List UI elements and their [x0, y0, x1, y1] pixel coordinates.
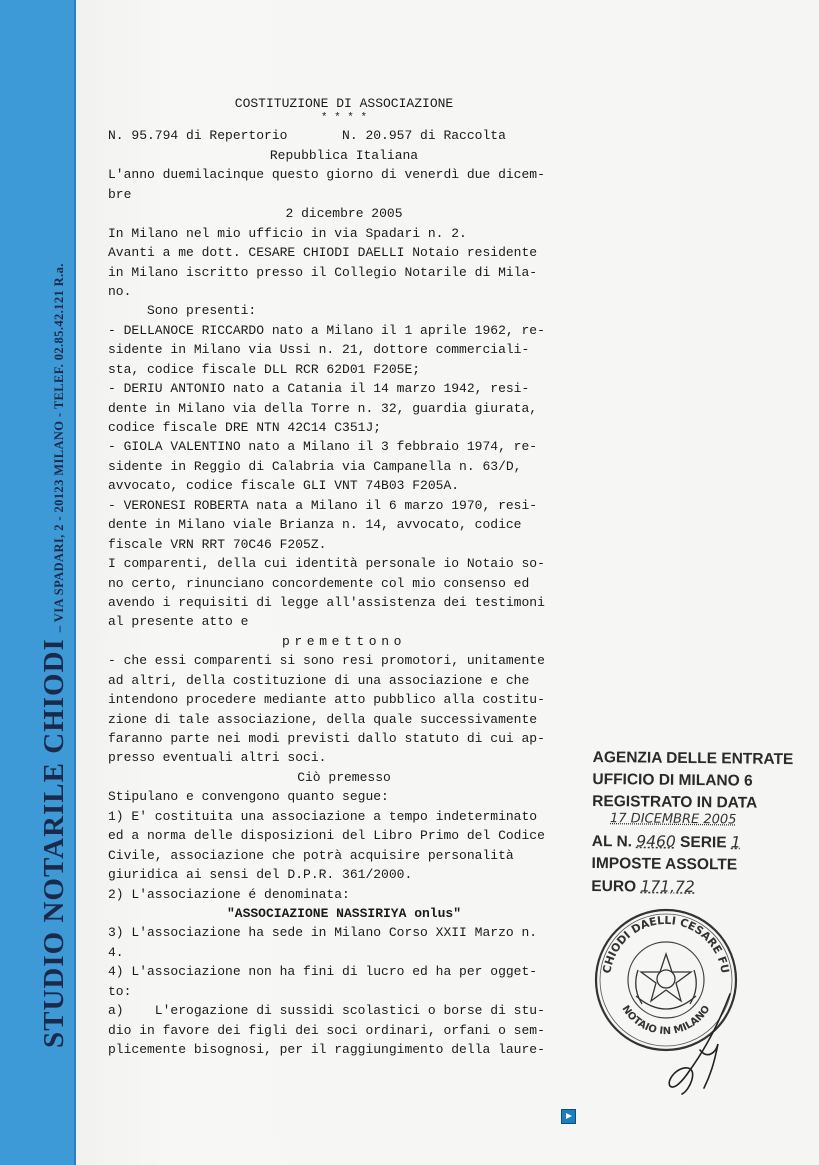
deed-line: - VERONESI ROBERTA nata a Milano il 6 marzo 1970, resi-: [108, 497, 538, 513]
deed-line: - che essi comparenti si sono resi promotori, unitamente: [108, 653, 545, 669]
next-page-arrow-icon[interactable]: [561, 1109, 576, 1124]
deed-line: 1) E' costituita una associazione a tempo indeterminato: [108, 808, 538, 824]
letterhead-band: [0, 0, 76, 1165]
registration-stamp: [591, 747, 793, 900]
deed-line: to:: [108, 983, 132, 999]
deed-line: giuridica ai sensi del D.P.R. 361/2000.: [108, 867, 413, 883]
deed-line: Civile, associazione che potrà acquisire personalità: [108, 847, 514, 863]
stamp-serie: 1: [730, 833, 741, 852]
deed-line: avvocato, codice fiscale GLI VNT 74B03 F205A.: [108, 478, 460, 494]
deed-line: sidente in Reggio di Calabria via Campanella n. 63/D,: [108, 458, 522, 474]
deed-line: fiscale VRN RRT 70C46 F205Z.: [108, 536, 327, 552]
deed-line: plicemente bisognosi, per il raggiungimento della laure-: [108, 1042, 545, 1057]
deed-line: no certo, rinunciano concordemente col mio consenso ed: [108, 575, 530, 591]
deed-line: ed a norma delle disposizioni del Libro Primo del Codice: [108, 828, 545, 844]
stamp-number-label: AL N.: [591, 832, 633, 851]
band-edge: [74, 0, 76, 1165]
deed-line: In Milano nel mio ufficio in via Spadari n. 2.: [108, 225, 467, 241]
deed-line: Stipulano e convengono quanto segue:: [108, 789, 389, 805]
deed-line: 4) L'associazione non ha fini di lucro ed ha per ogget-: [108, 964, 538, 980]
deed-line: avendo i requisiti di legge all'assistenza dei testimoni: [108, 594, 545, 610]
notary-signature: [660, 990, 750, 1100]
deed-line: "ASSOCIAZIONE NASSIRIYA onlus": [226, 905, 462, 921]
deed-line: N. 95.794 di Repertorio N. 20.957 di Raccolta: [108, 128, 506, 144]
deed-line: COSTITUZIONE DI ASSOCIAZIONE: [234, 96, 454, 111]
studio-name: STUDIO NOTARILE CHIODI: [38, 638, 70, 1048]
stamp-agency: AGENZIA DELLE ENTRATE: [592, 748, 794, 769]
deed-line: sidente in Milano via Ussi n. 21, dottore commerciali-: [108, 342, 530, 358]
deed-line: dente in Milano via della Torre n. 32, guardia giurata,: [108, 400, 538, 416]
deed-line: premettono: [281, 633, 406, 649]
deed-line: Ciò premesso: [297, 769, 391, 785]
deed-line: dio in favore dei figli dei soci ordinari, orfani o sem-: [108, 1022, 545, 1038]
deed-line: codice fiscale DRE NTN 42C14 C351J;: [108, 420, 382, 435]
stamp-registered-label: REGISTRATO IN DATA: [592, 792, 758, 812]
deed-line: 4.: [108, 944, 124, 960]
deed-line: I comparenti, della cui identità personale io Notaio so-: [108, 556, 545, 572]
deed-line: bre: [108, 186, 132, 202]
deed-line: 2) L'associazione é denominata:: [108, 886, 350, 902]
stamp-date: 17 DICEMBRE 2005: [609, 811, 737, 828]
seal-top-text: CHIODI DAELLI CESARE FU: [600, 913, 732, 975]
deed-line: - GIOLA VALENTINO nato a Milano il 3 febbraio 1974, re-: [108, 439, 538, 455]
stamp-office-text: UFFICIO DI MILANO 6: [592, 770, 753, 790]
deed-line: dente in Milano viale Brianza n. 14, avvocato, codice: [108, 517, 522, 533]
stamp-number-row: [592, 830, 793, 855]
stamp-serie-label: SERIE: [679, 833, 727, 852]
stamp-euro-amount: 171,72: [640, 877, 695, 897]
deed-line: faranno parte nei modi previsti dallo statuto di cui ap-: [108, 731, 545, 746]
deed-line: Avanti a me dott. CESARE CHIODI DAELLI Notaio residente: [108, 245, 538, 261]
deed-line: L'anno duemilacinque questo giorno di venerdì due dicem-: [108, 167, 545, 183]
deed-line: - DELLANOCE RICCARDO nato a Milano il 1 aprile 1962, re-: [108, 322, 545, 338]
deed-line: no.: [108, 283, 132, 299]
deed-line: 2 dicembre 2005: [285, 206, 403, 222]
deed-line: * * * *: [320, 112, 368, 125]
letterhead-text: [38, 263, 71, 1048]
deed-line: zione di tale associazione, della quale successivamente: [108, 711, 538, 727]
deed-line: 3) L'associazione ha sede in Milano Corso XXII Marzo n.: [108, 925, 538, 941]
deed-line: Sono presenti:: [108, 303, 257, 319]
seal-bottom-text: NOTAIO IN MILANO: [619, 1003, 713, 1038]
stamp-number: 9460: [636, 832, 676, 851]
deed-line: Repubblica Italiana: [269, 147, 419, 163]
deed-line: al presente atto e: [108, 614, 249, 630]
deed-text: [108, 94, 580, 1059]
stamp-date-row: [592, 807, 793, 832]
stamp-office: [592, 769, 793, 793]
stamp-euro-row: [591, 875, 792, 900]
deed-line: presso eventuali altri soci.: [108, 750, 327, 766]
deed-line: ad altri, della costituzione di una associazione e che: [108, 672, 530, 688]
studio-address: – VIA SPADARI, 2 - 20123 MILANO - TELEF. 02.85.42.121 R.a.: [52, 263, 66, 633]
deed-line: intendono procedere mediante atto pubblico alla costitu-: [108, 692, 545, 708]
deed-line: - DERIU ANTONIO nato a Catania il 14 marzo 1942, resi-: [108, 381, 530, 397]
stamp-taxes: IMPOSTE ASSOLTE: [591, 854, 738, 874]
deed-line: a) L'erogazione di sussidi scolastici o borse di stu-: [108, 1003, 545, 1019]
deed-line: sta, codice fiscale DLL RCR 62D01 F205E;: [108, 361, 421, 377]
stamp-euro-label: EURO: [591, 877, 637, 896]
deed-line: in Milano iscritto presso il Collegio Notarile di Mila-: [108, 264, 538, 280]
